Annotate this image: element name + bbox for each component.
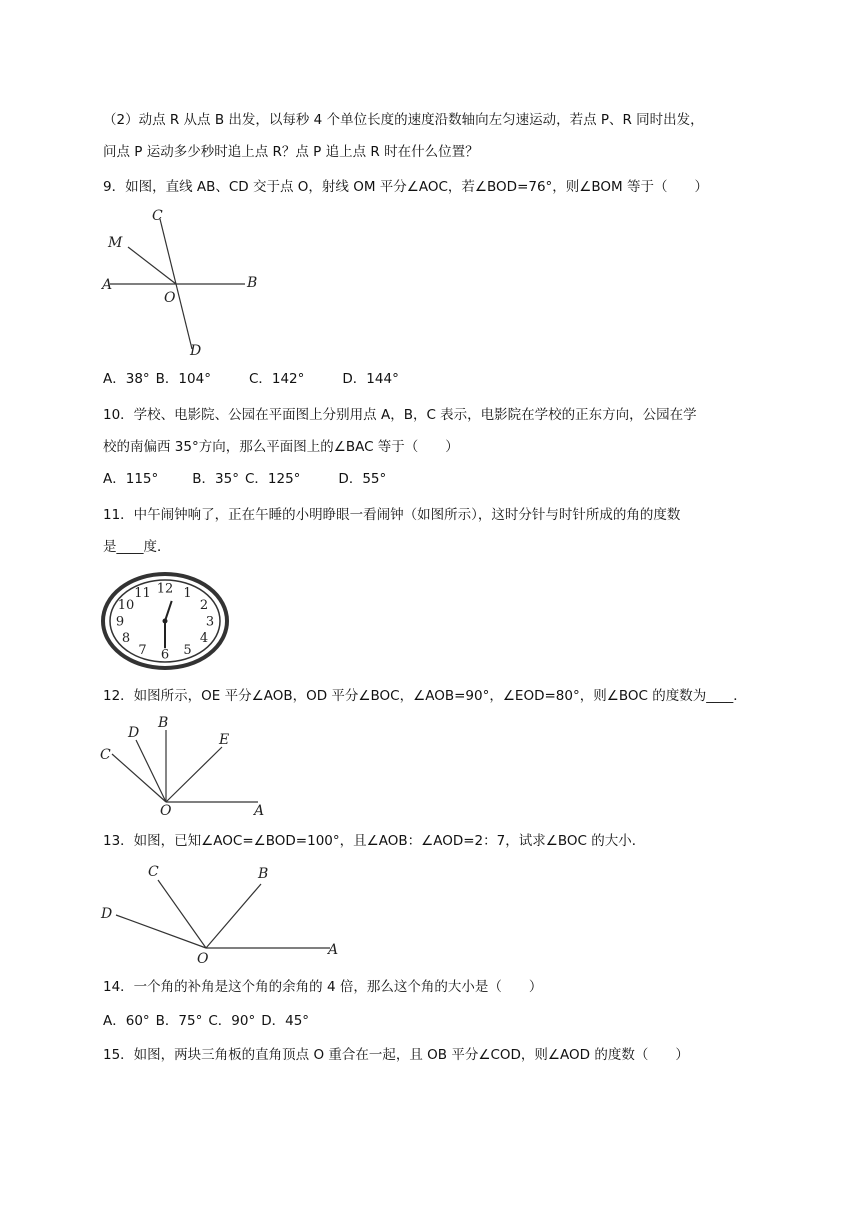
clock-number: 6 xyxy=(160,647,170,663)
q13-stem: 13．如图，已知∠AOC=∠BOD=100°，且∠AOB：∠AOD=2：7，试求∠BOC 的大小． xyxy=(103,833,646,849)
label-m: M xyxy=(108,235,123,251)
ray-oe xyxy=(166,747,222,802)
q11-line1: 11．中午闹钟响了，正在午睡的小明睁眼一看闹钟（如图所示），这时分针与时针所成的角的度数 xyxy=(103,507,681,523)
q10-option-b: B．35° xyxy=(192,471,239,487)
label-d: D xyxy=(128,725,140,741)
q10-line2: 校的南偏西 35°方向，那么平面图上的∠BAC 等于（ ） xyxy=(103,439,459,455)
q10-option-a: A．115° xyxy=(103,471,159,487)
q9-option-b: B．104° xyxy=(155,371,211,387)
clock-center-pin xyxy=(163,619,168,624)
ray-oc xyxy=(112,754,166,802)
q11-line2: 是____度． xyxy=(103,539,171,555)
label-d: D xyxy=(190,343,202,359)
q9-stem: 9．如图，直线 AB、CD 交于点 O，射线 OM 平分∠AOC，若∠BOD=76°，则∠BOM 等于（ ） xyxy=(103,179,708,195)
ray-od xyxy=(116,915,206,948)
q8-part2-line1: （2）动点 R 从点 B 出发，以每秒 4 个单位长度的速度沿数轴向左匀速运动，若点 P、R 同时出发， xyxy=(103,112,704,128)
label-d: D xyxy=(101,906,113,922)
q9-option-d: D．144° xyxy=(342,371,399,387)
q10-options xyxy=(103,470,386,488)
clock-number: 7 xyxy=(138,643,147,659)
label-o: O xyxy=(197,951,209,967)
clock-number: 1 xyxy=(183,585,192,601)
clock-hour-hand xyxy=(165,601,172,621)
q14-option-d: D．45° xyxy=(261,1013,310,1029)
label-a: A xyxy=(328,942,339,958)
label-a: A xyxy=(254,803,265,819)
clock-number: 10 xyxy=(117,598,135,613)
q15-stem: 15．如图，两块三角板的直角顶点 O 重合在一起，且 OB 平分∠COD，则∠AOD 的度数（ ） xyxy=(103,1047,689,1063)
clock-number: 11 xyxy=(134,585,151,601)
q14-stem: 14．一个角的补角是这个角的余角的 4 倍，那么这个角的大小是（ ） xyxy=(103,979,543,995)
clock-number: 3 xyxy=(205,614,215,630)
q9-figure xyxy=(100,205,270,364)
q10-option-c: C．125° xyxy=(244,471,301,487)
label-e: E xyxy=(219,732,230,748)
q14-option-c: C．90° xyxy=(208,1013,256,1029)
clock-number: 4 xyxy=(199,631,209,646)
q13-figure xyxy=(98,858,348,972)
ray-ob xyxy=(206,884,261,948)
q9-option-c: C．142° xyxy=(248,371,305,387)
label-c: C xyxy=(100,747,111,763)
clock-number: 12 xyxy=(156,581,174,597)
label-b: B xyxy=(158,715,169,731)
ray-od xyxy=(136,740,166,802)
q11-clock-figure xyxy=(100,571,230,675)
label-b: B xyxy=(258,866,269,882)
clock-number: 2 xyxy=(199,598,209,613)
q9-option-a: A．38° xyxy=(103,371,150,387)
q14-option-b: B．75° xyxy=(155,1013,203,1029)
label-b: B xyxy=(247,275,258,291)
clock-number: 8 xyxy=(121,631,131,646)
clock-number: 9 xyxy=(115,614,125,630)
ray-oc xyxy=(158,880,206,948)
q12-stem: 12．如图所示，OE 平分∠AOB，OD 平分∠BOC，∠AOB=90°，∠EOD=80°，则∠BOC 的度数为____． xyxy=(103,688,747,704)
q10-option-d: D．55° xyxy=(338,471,387,487)
q9-options xyxy=(103,370,399,388)
q8-part2-line2: 问点 P 运动多少秒时追上点 R？点 P 追上点 R 时在什么位置？ xyxy=(103,144,479,160)
q14-options xyxy=(103,1012,309,1030)
label-c: C xyxy=(148,864,159,880)
q10-line1: 10．学校、电影院、公园在平面图上分别用点 A，B，C 表示，电影院在学校的正东方向，公园在学 xyxy=(103,407,697,423)
label-o: O xyxy=(160,803,172,819)
clock-number: 5 xyxy=(183,643,192,659)
label-o: O xyxy=(164,290,176,306)
q12-figure xyxy=(98,712,278,826)
label-c: C xyxy=(152,208,163,224)
q14-option-a: A．60° xyxy=(103,1013,150,1029)
label-a: A xyxy=(102,277,113,293)
